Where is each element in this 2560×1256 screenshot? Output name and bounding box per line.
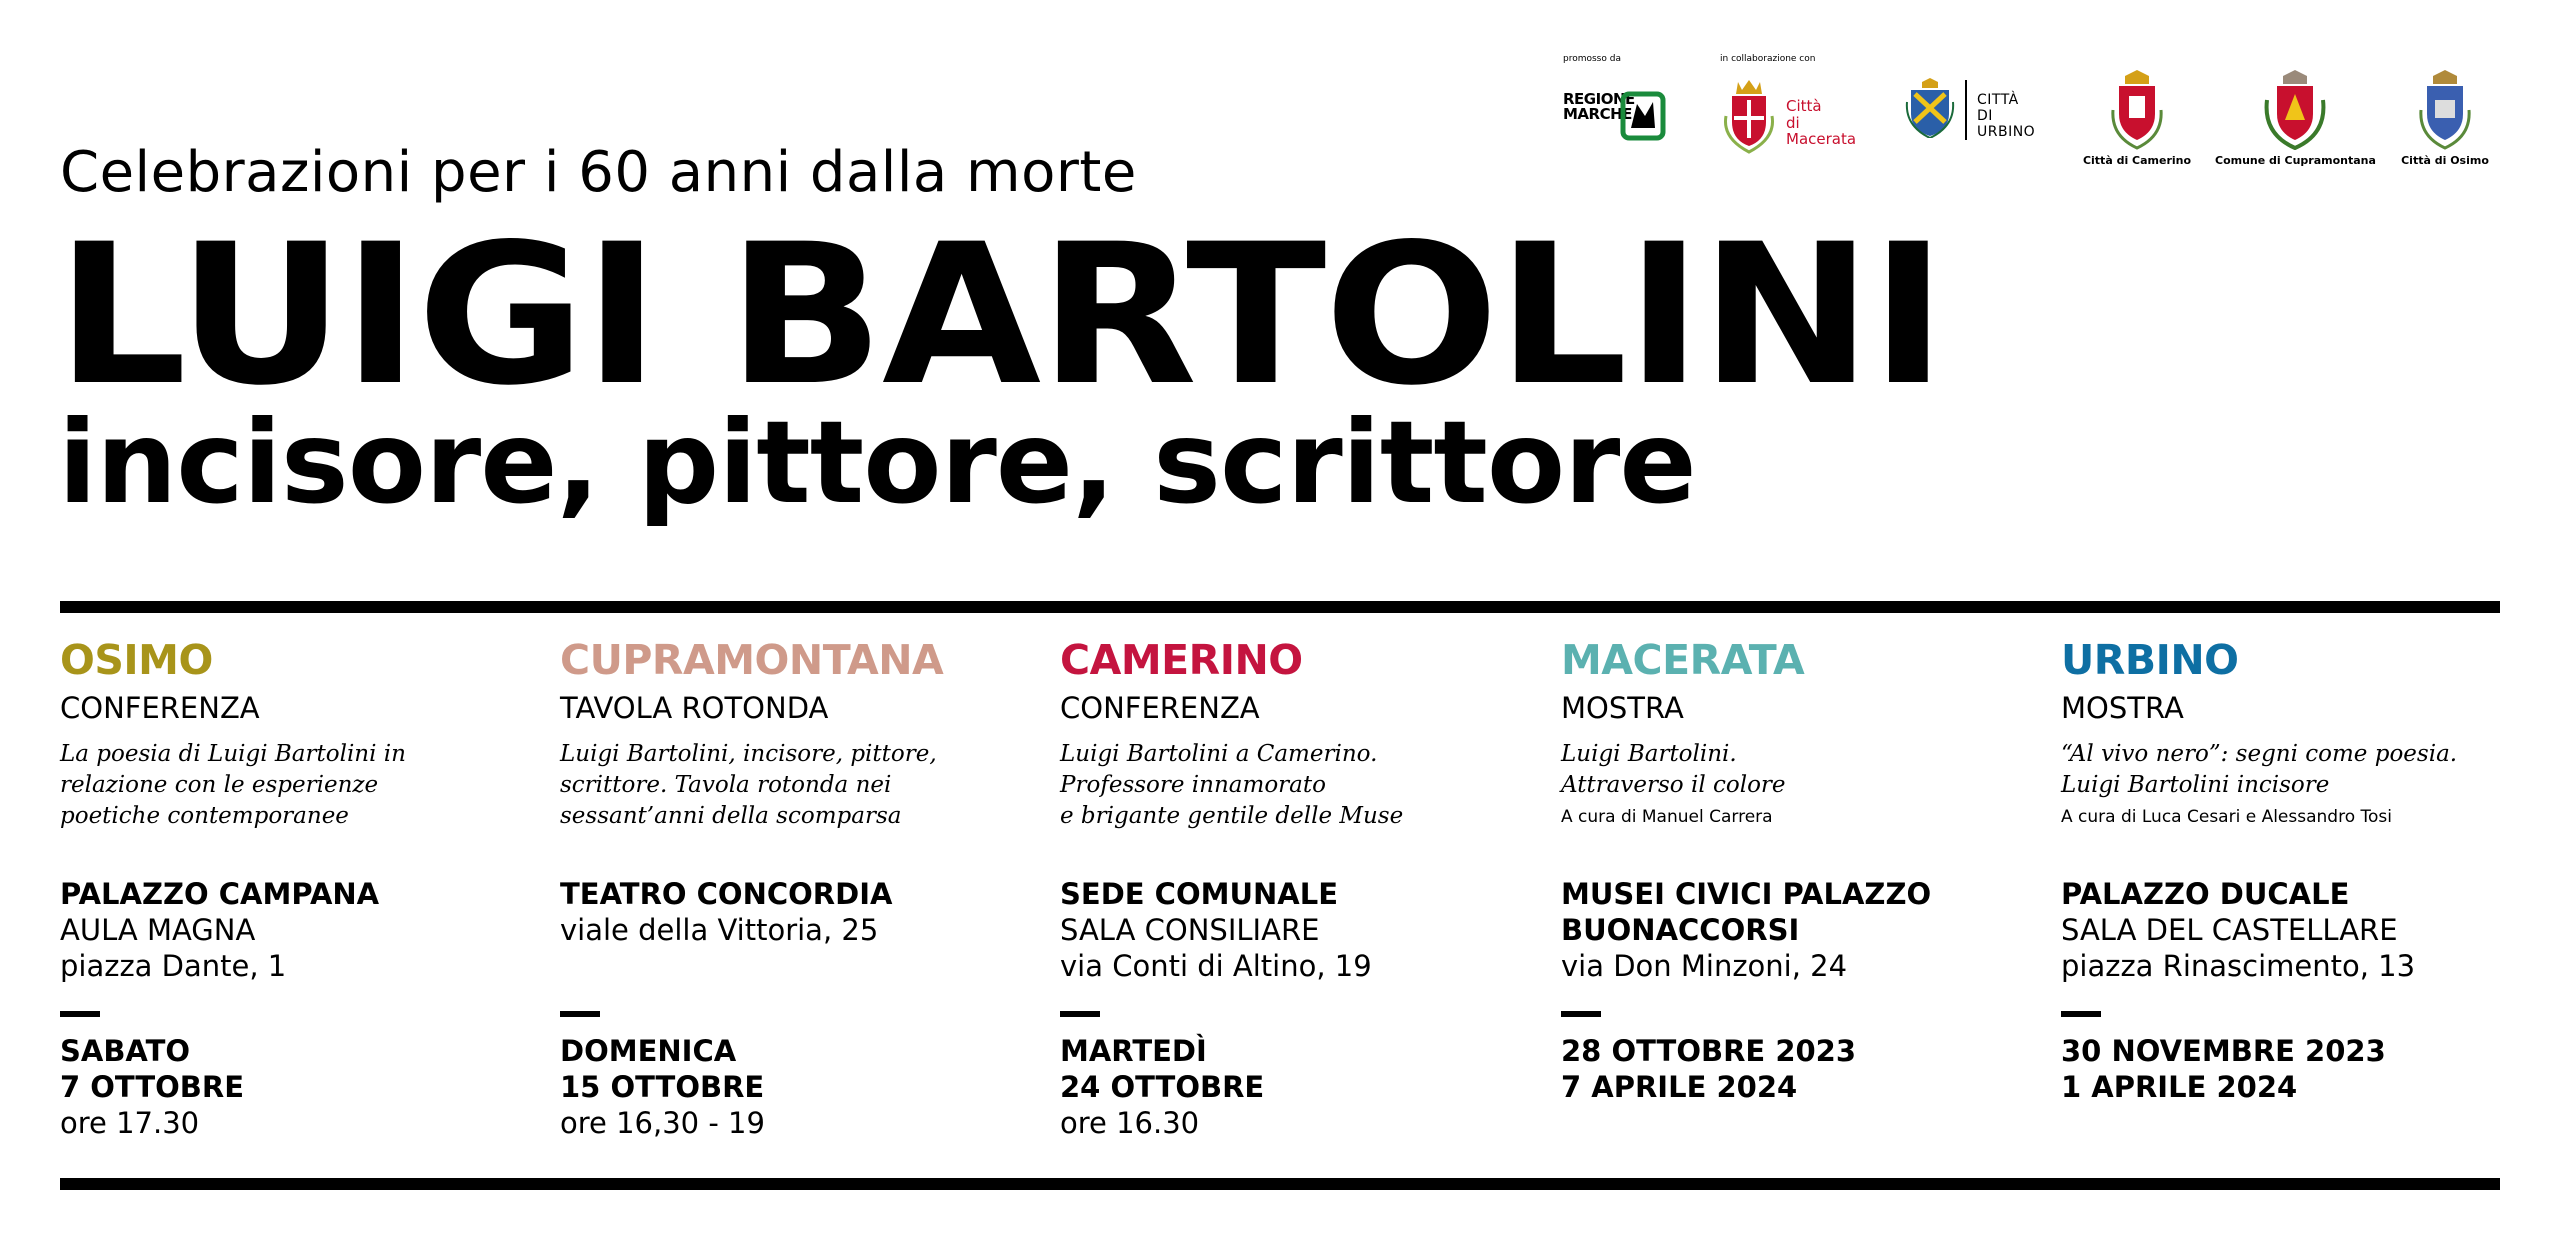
venue-name: MUSEI CIVICI PALAZZO	[1561, 877, 1932, 911]
event-venue	[1060, 876, 1372, 984]
cupramontana-logo	[2215, 70, 2375, 167]
event-description	[1060, 739, 1520, 832]
subtitle: Celebrazioni per i 60 anni dalla morte	[60, 140, 1137, 205]
event-type: MOSTRA	[1561, 691, 1684, 725]
event-column-cupramontana	[560, 636, 1020, 832]
event-dash	[1561, 1011, 1601, 1017]
venue-detail: SALA CONSILIARE	[1060, 913, 1320, 947]
macerata-line2: di Macerata	[1786, 113, 1857, 148]
event-venue	[1561, 876, 1931, 984]
camerino-name: Città di Camerino	[2082, 154, 2192, 167]
date-line: DOMENICA	[560, 1034, 737, 1068]
date-line: 15 OTTOBRE	[560, 1070, 765, 1104]
urbino-logo	[1905, 78, 2036, 142]
regione-marche-logo	[1563, 92, 1635, 122]
venue-detail: piazza Dante, 1	[60, 949, 287, 983]
event-dash	[1060, 1011, 1100, 1017]
event-time: ore 17.30	[60, 1106, 200, 1140]
event-dash	[560, 1011, 600, 1017]
osimo-name: Città di Osimo	[2401, 154, 2489, 167]
page-title: LUIGI BARTOLINI	[56, 202, 1945, 428]
event-dash	[2061, 1011, 2101, 1017]
event-city: MACERATA	[1561, 636, 1805, 684]
venue-name: SEDE COMUNALE	[1060, 877, 1339, 911]
venue-detail: via Conti di Altino, 19	[1060, 949, 1372, 983]
date-line: 28 OTTOBRE 2023	[1561, 1034, 1857, 1068]
event-type: CONFERENZA	[60, 691, 260, 725]
event-date	[1561, 1033, 1856, 1105]
description-line: Luigi Bartolini incisore	[2061, 772, 2330, 798]
osimo-crest-icon	[2417, 70, 2473, 150]
macerata-logo	[1720, 76, 1857, 158]
promoted-by-caption: promosso da	[1563, 54, 1621, 64]
venue-name: PALAZZO DUCALE	[2061, 877, 2350, 911]
event-city: OSIMO	[60, 636, 213, 684]
event-type: CONFERENZA	[1060, 691, 1260, 725]
regione-line: REGIONE	[1563, 90, 1635, 108]
venue-name: TEATRO CONCORDIA	[560, 877, 893, 911]
marche-emblem-icon	[1619, 90, 1667, 142]
description-line: “Al vivo nero”: segni come poesia.	[2061, 741, 2458, 767]
collaboration-caption: in collaborazione con	[1720, 54, 1816, 64]
macerata-crest-icon	[1720, 76, 1778, 154]
event-type: TAVOLA ROTONDA	[560, 691, 829, 725]
event-dash	[60, 1011, 100, 1017]
date-line: SABATO	[60, 1034, 191, 1068]
event-city: CUPRAMONTANA	[560, 636, 944, 684]
date-line: MARTEDÌ	[1060, 1034, 1207, 1068]
event-column-camerino	[1060, 636, 1520, 832]
event-curator: A cura di Manuel Carrera	[1561, 807, 1773, 827]
event-description	[2061, 739, 2521, 801]
urbino-divider	[1965, 80, 1967, 140]
urbino-line1: CITTÀ	[1977, 92, 2019, 108]
urbino-line2: DI URBINO	[1977, 108, 2036, 141]
event-description	[1561, 739, 2021, 801]
camerino-crest-icon	[2109, 70, 2165, 150]
cupramontana-crest-icon	[2263, 70, 2327, 150]
event-description	[560, 739, 1020, 832]
event-column-osimo	[60, 636, 520, 832]
description-line: e brigante gentile delle Muse	[1060, 803, 1404, 829]
cupramontana-name: Comune di Cupramontana	[2215, 154, 2376, 167]
bottom-divider	[60, 1178, 2500, 1190]
description-line: Attraverso il colore	[1561, 772, 1786, 798]
event-time: ore 16.30	[1060, 1106, 1200, 1140]
venue-detail: AULA MAGNA	[60, 913, 256, 947]
date-line: 1 APRILE 2024	[2061, 1070, 2298, 1104]
description-line: relazione con le esperienze	[60, 772, 379, 798]
event-date	[2061, 1033, 2386, 1105]
description-line: Luigi Bartolini.	[1561, 741, 1737, 767]
description-line: Luigi Bartolini a Camerino.	[1060, 741, 1378, 767]
event-venue	[560, 876, 892, 948]
venue-name: PALAZZO CAMPANA	[60, 877, 380, 911]
venue-name: BUONACCORSI	[1561, 913, 1800, 947]
date-line: 7 OTTOBRE	[60, 1070, 245, 1104]
event-type: MOSTRA	[2061, 691, 2184, 725]
event-curator: A cura di Luca Cesari e Alessandro Tosi	[2061, 807, 2392, 827]
event-time: ore 16,30 - 19	[560, 1106, 765, 1140]
date-line: 7 APRILE 2024	[1561, 1070, 1798, 1104]
description-line: Professore innamorato	[1060, 772, 1326, 798]
description-line: scrittore. Tavola rotonda nei	[560, 772, 892, 798]
venue-detail: viale della Vittoria, 25	[560, 913, 879, 947]
event-date	[1060, 1033, 1264, 1141]
osimo-logo	[2392, 70, 2498, 167]
camerino-logo	[2080, 70, 2194, 167]
venue-detail: piazza Rinascimento, 13	[2061, 949, 2416, 983]
top-divider	[60, 601, 2500, 613]
event-venue	[60, 876, 379, 984]
urbino-crest-icon	[1905, 78, 1955, 138]
marche-line: MARCHE	[1563, 105, 1632, 123]
event-venue	[2061, 876, 2415, 984]
macerata-line1: Città	[1786, 97, 1822, 115]
event-column-macerata	[1561, 636, 2021, 827]
event-city: CAMERINO	[1060, 636, 1303, 684]
event-description	[60, 739, 520, 832]
event-date	[60, 1033, 244, 1141]
venue-detail: SALA DEL CASTELLARE	[2061, 913, 2398, 947]
description-line: sessant’anni della scomparsa	[560, 803, 902, 829]
tagline: incisore, pittore, scrittore	[58, 396, 1696, 529]
event-city: URBINO	[2061, 636, 2239, 684]
date-line: 30 NOVEMBRE 2023	[2061, 1034, 2386, 1068]
date-line: 24 OTTOBRE	[1060, 1070, 1265, 1104]
venue-detail: via Don Minzoni, 24	[1561, 949, 1848, 983]
description-line: La poesia di Luigi Bartolini in	[60, 741, 406, 767]
event-column-urbino	[2061, 636, 2521, 827]
description-line: Luigi Bartolini, incisore, pittore,	[560, 741, 937, 767]
description-line: poetiche contemporanee	[60, 803, 349, 829]
event-date	[560, 1033, 765, 1141]
